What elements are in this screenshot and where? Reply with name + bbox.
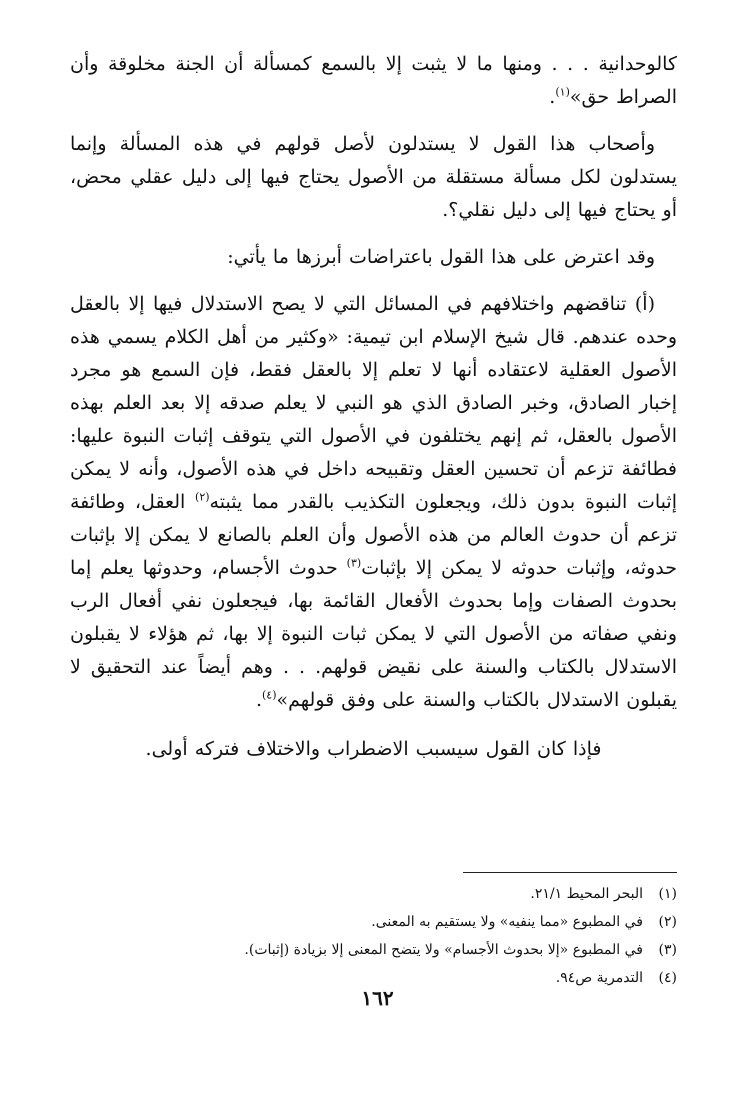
paragraph-5: فإذا كان القول سيسبب الاضطراب والاختلاف فتركه أولى. xyxy=(145,738,602,760)
main-text xyxy=(70,48,677,766)
footnote-number: (٢) xyxy=(658,914,677,930)
footnote-text: البحر المحيط ٢١/١. xyxy=(530,886,643,902)
paragraph-1-text: كالوحدانية . . . ومنها ما لا يثبت إلا بالسمع كمسألة أن الجنة مخلوقة وأن الصراط حق» xyxy=(70,53,677,108)
footnotes xyxy=(70,880,677,992)
footnote-number: (٤) xyxy=(658,970,677,986)
paragraph-4 xyxy=(70,288,677,717)
paragraph-1 xyxy=(70,48,677,114)
footnote-ref-3: (٣) xyxy=(346,556,362,570)
paragraph-4-text-b: العقل، وطائفة تزعم أن حدوث العالم من هذه الأصول وأن العلم بالصانع لا يمكن إلا بإثبات حدوثه، وإثبات حدوثه لا يمكن إلا بإثبات xyxy=(70,491,677,579)
page-number: ١٦٢ xyxy=(361,986,394,1010)
footnote-separator xyxy=(463,872,677,873)
paragraph-4-text-a: (أ) تناقضهم واختلافهم في المسائل التي لا يصح الاستدلال فيها إلا بالعقل وحده عندهم. قال شيخ الإسلام ابن تيمية: «وكثير من أهل الكلام يسمي هذه الأصول العقلية لاعتقاده أنها لا تعلم إلا بالعقل فقط، فإن السمع هو مجرد إخبار الصادق، وخبر الصادق الذي هو النبي لا يعلم صدقه إلا بعد العلم بهذه الأصول بالعقل، ثم إنهم يختلفون في الأصول التي يتوقف إثبات النبوة عليها: فطائفة تزعم أن تحسين العقل وتقبيحه داخل في هذه الأصول، وأنه لا يمكن إثبات النبوة بدون ذلك، ويجعلون التكذيب بالقدر مما يثبته xyxy=(70,293,677,513)
footnote-ref-1: (١) xyxy=(555,85,570,99)
paragraph-2: وأصحاب هذا القول لا يستدلون لأصل قولهم في هذه المسألة وإنما يستدلون لكل مسألة مستقلة من الأصول يحتاج فيها إلى دليل عقلي محض، أو يحتاج فيها إلى دليل نقلي؟. xyxy=(70,133,677,221)
paragraph-3: وقد اعترض على هذا القول باعتراضات أبرزها ما يأتي: xyxy=(227,246,655,268)
footnote-2 xyxy=(70,908,677,936)
footnote-text: في المطبوع «مما ينفيه» ولا يستقيم به المعنى. xyxy=(371,914,643,930)
footnote-number: (٣) xyxy=(658,942,677,958)
footnote-ref-2: (٢) xyxy=(195,490,210,504)
paragraph-4-text-c: حدوث الأجسام، وحدوثها يعلم إما بحدوث الصفات وإما بحدوث الأفعال القائمة بها، فيجعلون نفي أفعال الرب ونفي صفاته من الأصول التي لا يمكن ثبات النبوة إلا بها، ثم هؤلاء لا يقبلون الاستدلال بالكتاب والسنة على نقيض قولهم. . . وهم أيضاً عند التحقيق لا يقبلون الاستدلال بالكتاب والسنة على وفق قولهم» xyxy=(70,557,677,711)
paragraph-1-tail: . xyxy=(549,86,556,108)
footnote-1 xyxy=(70,880,677,908)
footnote-number: (١) xyxy=(658,886,677,902)
paragraph-4-tail: . xyxy=(255,689,262,711)
footnote-text: التدمرية ص٩٤. xyxy=(555,970,643,986)
footnote-text: في المطبوع «إلا بحدوث الأجسام» ولا يتضح المعنى إلا بزيادة (إثبات). xyxy=(244,942,643,958)
footnote-3 xyxy=(70,936,677,964)
footnote-ref-4: (٤) xyxy=(262,688,277,702)
